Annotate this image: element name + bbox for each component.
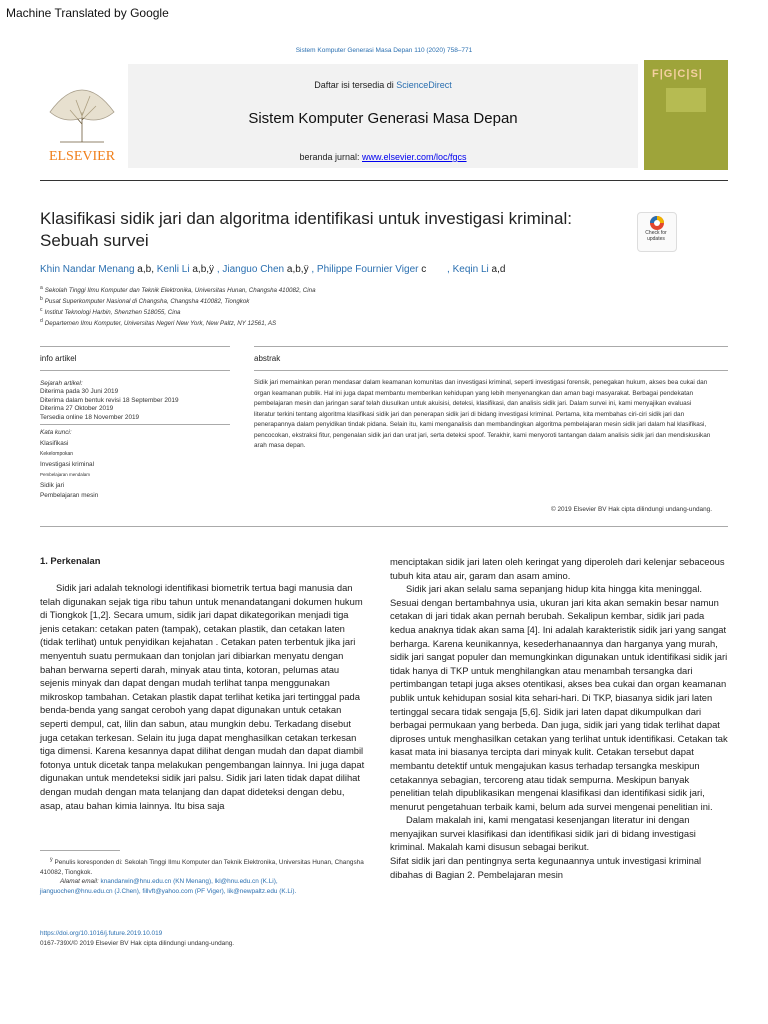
copyright-notice: © 2019 Elsevier BV Hak cipta dilindungi undang-undang. [550, 506, 712, 513]
affiliation-text: Sekolah Tinggi Ilmu Komputer dan Teknik Elektronika, Universitas Hunan, Changsha 410082, Cina [44, 287, 316, 295]
check-for-updates-label: Check for updates [645, 230, 667, 242]
history-entry: Diterima dalam bentuk revisi 18 September 2019 [40, 396, 179, 404]
body-paragraph: Dalam makalah ini, kami mengatasi kesenjangan literatur ini dengan menyajikan survei klasifikasi dan identifikasi sidik jari di bidang investigasi kriminal. Makalah kami disusun sebagai berikut. [390, 814, 696, 853]
affiliation-mark: c [40, 307, 43, 313]
author-affil-marks: a,b,ÿ [192, 264, 215, 275]
footnote-mark: ÿ [50, 857, 53, 863]
body-paragraph: Sidik jari adalah teknologi identifikasi biometrik tertua bagi manusia dan telah digunakan sejak tiga ribu tahun untuk menandatangani dokumen hukum di Tiongkok [1,2]. Secara umum, sidik jari dapat dikategorikan menjadi tiga jenis cetakan: cetakan paten (tampak), cetakan plastik, dan cetakan laten (tidak terlihat) untuk penyidikan kejahatan . Cetakan paten terbentuk jika jari menyentuh suatu permukaan dan tonjolan jari dibiarkan menyatu dengan bahan berwarna seperti darah, minyak atau tinta, kotoran, pelumas atau sejenis minyak dan dapat dengan mudah terlihat tanpa menggunakan mikroskop tambahan. Cetakan plastik dapat terlihat ketika jari tertinggal pada benda-benda yang sangat ceroboh yang dapat digunakan untuk cetakan seperti dempul, cat, lilin dan sabun, atau mungkin debu. Terkadang disebut juga cetakan terkesan. Selain itu juga dapat menghasilkan cetakan terkesan tiga dimensi. Karena kesannya dapat dilihat dengan mudah dan dapat diambil fotonya untuk dicetak tanpa melakukan pengembangan lainnya. Ini juga dapat digunakan untuk mendeteksi sidik jari palsu. Sidik jari laten tidak dapat dilihat dengan mudah dengan mata telanjang dan dapat dideteksi dengan debu, asap, atau bahan kimia lainnya. Itu bisa saja [40, 582, 365, 811]
abstract-rule [254, 346, 728, 347]
publisher-wordmark: ELSEVIER [48, 149, 116, 164]
elsevier-logo [40, 72, 124, 164]
footnote [40, 856, 370, 897]
footnote-emails[interactable]: jianguochen@hnu.edu.cn (J.Chen), fillvft@yahoo.com (PF Viger), lik@newpaltz.edu (K.Li). [40, 887, 297, 895]
history-entry: Diterima 27 Oktober 2019 [40, 405, 114, 413]
cover-graphic [666, 88, 706, 112]
body-paragraph: menciptakan sidik jari laten oleh keringat yang diperoleh dari kelenjar sebaceous tubuh kita atau air, garam dan asam amino. [390, 556, 725, 581]
article-title [40, 208, 610, 252]
author-affil-marks: c [421, 264, 427, 275]
footnote-text: Penulis koresponden di: Sekolah Tinggi Ilmu Komputer dan Teknik Elektronika, Universitas Hunan, Changsha 410082, Tiongkok. [40, 859, 364, 876]
history-entry: Diterima pada 30 Juni 2019 [40, 388, 119, 396]
emails-label: Alamat email: [60, 878, 99, 886]
machine-translated-banner: Machine Translated by Google [6, 6, 169, 20]
sciencedirect-link[interactable]: ScienceDirect [396, 80, 452, 90]
toc-availability [128, 80, 638, 90]
info-rule [40, 346, 230, 347]
journal-homepage [128, 152, 638, 162]
author-name[interactable]: , Keqin Li [447, 264, 489, 275]
info-rule-2 [40, 370, 230, 371]
author-affil-marks: a,b,ÿ [286, 264, 309, 275]
issn-line: 0167-739X/© 2019 Elsevier BV Hak cipta dilindungi undang-undang. [40, 940, 235, 947]
author-name[interactable]: , Philippe Fournier Viger [311, 264, 419, 275]
body-left-column [40, 581, 367, 812]
header-rule [40, 180, 728, 181]
affiliation-mark: d [40, 318, 43, 324]
author-name[interactable]: Kenli Li [156, 264, 190, 275]
author-name[interactable]: Khin Nandar Menang [40, 264, 135, 275]
abstract-heading: abstrak [254, 354, 281, 363]
history-label: Sejarah artikel: [40, 380, 83, 387]
keyword: Sidik jari [40, 481, 65, 489]
homepage-prefix: beranda jurnal: [299, 152, 360, 162]
article-history [40, 380, 240, 422]
history-entry: Tersedia online 18 November 2019 [40, 413, 140, 421]
body-paragraph: Sifat sidik jari dan pentingnya serta kegunaannya untuk investigasi kriminal dibahas di Bagian 2. Pembelajaran mesin [390, 855, 702, 880]
author-list [40, 264, 505, 275]
keyword: Investigasi kriminal [40, 460, 94, 468]
affiliation [40, 296, 249, 305]
body-right-column [390, 555, 728, 881]
affiliation-mark: b [40, 296, 43, 302]
journal-cover-image [644, 60, 728, 170]
homepage-link[interactable]: www.elsevier.com/loc/fgcs [362, 152, 467, 162]
journal-citation[interactable]: Sistem Komputer Generasi Masa Depan 110 (2020) 758–771 [295, 47, 473, 54]
keywords-label: Kata kunci: [40, 429, 72, 436]
affiliation [40, 285, 316, 294]
keyword: Kekelompokan [40, 451, 74, 457]
author-affil-marks: a,d [491, 264, 506, 275]
article-info-heading: info artikel [40, 354, 77, 363]
footnote-emails[interactable]: knandarwin@hnu.edu.cn (KN Menang), lkl@hnu.edu.cn (K.Li), [100, 878, 278, 886]
history-rule [40, 424, 230, 425]
cover-title: F|G|C|S| [652, 68, 703, 80]
abstract-rule-2 [254, 370, 728, 371]
affiliation-text: Pusat Superkomputer Nasional di Changsha, Changsha 410082, Tiongkok [44, 298, 250, 306]
toc-prefix: Daftar isi tersedia di [314, 80, 394, 90]
keyword: Pembelajaran mesin [40, 492, 99, 499]
section-heading: 1. Perkenalan [40, 555, 101, 566]
author-affil-marks: a,b, [137, 264, 154, 275]
keywords [40, 428, 240, 502]
affiliation [40, 307, 181, 316]
affiliation-text: Institut Teknologi Harbin, Shenzhen 518055, Cina [44, 309, 181, 317]
article-title-line1: Klasifikasi sidik jari dan algoritma identifikasi untuk investigasi kriminal: [40, 209, 572, 228]
footnote-rule [40, 850, 120, 851]
affiliation-mark: a [40, 285, 43, 291]
body-paragraph: Sidik jari akan selalu sama sepanjang hidup kita hingga kita meninggal. Sesuai dengan bertambahnya usia, ukuran jari kita akan semakin besar namun cetakan di jari tidak akan pernah berubah. Sekalipun kembar, sidik jari pada kedua anaknya tidak akan sama [4]. Ini adalah karakteristik sidik jari yang sangat berharga. Karena keunikannya, kesederhanaannya dan harganya yang murah, sidik jari sangat populer dan memungkinkan digunakan untuk identifikasi sidik jari tidak hanya di TKP untuk menghilangkan atau menambah tersangka dari pertimbangan tetapi juga akses otentikasi, akses bea cukai dan organ keamanan publik untuk kehidupan sosial kita sehari-hari. Di TKP, biasanya sidik jari laten tertinggal secara tidak sengaja [5,6]. Sidik jari laten dapat dikumpulkan dari berbagai permukaan yang berbeda. Dan juga, sidik jari yang tidak terlihat dapat diproses untuk menghasilkan cetakan yang terlihat untuk identifikasi. Cetakan tak kasat mata ini biasanya tercipta dari minyak kulit. Cetakan tersebut dapat membantu detektif untuk mengajukan kasus terhadap tersangka meskipun cetakannya sebagian, tercoreng atau tidak sempurna. Meskipun banyak penelitian telah dipublikasikan mengenai klasifikasi dan identifikasi sidik jari, menurut pengetahuan terbaik kami, belum ada survei mengenai penelitian ini. [390, 583, 728, 812]
keyword: Pembelajaran mendalam [40, 472, 91, 477]
abstract-bottom-rule [40, 526, 728, 527]
keyword: Klasifikasi [40, 439, 69, 447]
doi-link[interactable]: https://doi.org/10.1016/j.future.2019.10.019 [40, 930, 163, 937]
affiliation [40, 318, 276, 327]
affiliation-text: Departemen Ilmu Komputer, Universitas Negeri New York, New Paltz, NY 12561, AS [44, 320, 277, 328]
abstract-text: Sidik jari memainkan peran mendasar dalam keamanan komunitas dan investigasi kriminal, seperti investigasi forensik, penegakan hukum, akses bea cukai dan organ keamanan publik. Hal ini juga dapat membantu memberikan kehidupan yang lebih menyenangkan dan aman bagi masyarakat. Berbagai pendekatan pembelajaran mesin dan jaringan saraf telah diusulkan untuk akuisisi, deteksi, klasifikasi, dan analisis sidik jari. Dalam survei ini, kami menyajikan evaluasi literatur terkini tentang algoritma klasifikasi sidik jari dan penerapan sidik jari di bidang investigasi kriminal. Pertama, kita membahas ciri-ciri sidik jari dan penerapannya dalam penyidikan tindak pidana. Selain itu, kami menganalisis dan membandingkan algoritma pembelajaran mesin sidik jari dalam hal klasifikasi, pencocokan, ekstraksi fitur, pengenalan sidik jari dan urat jari, serta deteksi spoof. Terakhir, kami menyoroti tantangan dalam analisis sidik jari dan mendiskusikan arah masa depan. [254, 379, 711, 449]
author-name[interactable]: , Jianguo Chen [216, 264, 285, 275]
journal-title: Sistem Komputer Generasi Masa Depan [248, 110, 518, 127]
article-title-line2: Sebuah survei [40, 231, 149, 250]
